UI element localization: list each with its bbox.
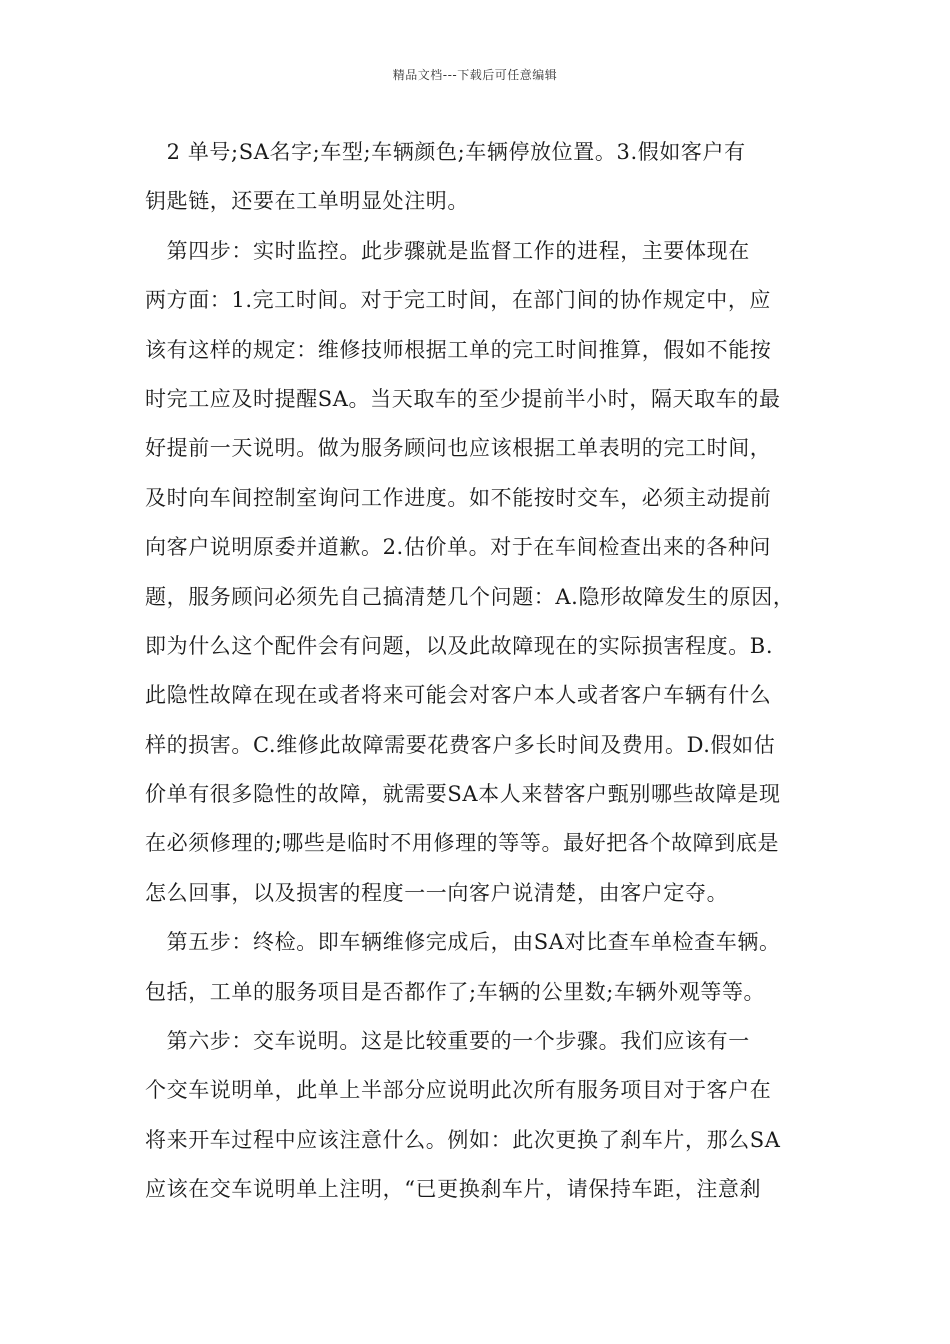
- text-line: 两方面：1.完工时间。对于完工时间，在部门间的协作规定中，应: [145, 288, 772, 312]
- text-line: 样的损害。C.维修此故障需要花费客户多长时间及费用。D.假如估: [145, 733, 776, 757]
- text-line: 时完工应及时提醒SA。当天取车的至少提前半小时，隔天取车的最: [145, 387, 781, 411]
- text-line: 个交车说明单，此单上半部分应说明此次所有服务项目对于客户在: [145, 1078, 772, 1102]
- text-line: 应该在交车说明单上注明，“已更换刹车片，请保持车距，注意刹: [145, 1177, 762, 1201]
- text-line: 第五步：终检。即车辆维修完成后，由SA对比查车单检查车辆。: [145, 930, 781, 954]
- text-line: 在必须修理的;哪些是临时不用修理的等等。最好把各个故障到底是: [145, 831, 780, 855]
- text-line: 此隐性故障在现在或者将来可能会对客户本人或者客户车辆有什么: [145, 683, 772, 707]
- text-line: 2 单号;SA名字;车型;车辆颜色;车辆停放位置。3.假如客户有: [145, 140, 746, 164]
- text-line: 题，服务顾问必须先自己搞清楚几个问题：A.隐形故障发生的原因，: [145, 585, 795, 609]
- text-line: 怎么回事，以及损害的程度一一向客户说清楚，由客户定夺。: [145, 881, 729, 905]
- text-line: 该有这样的规定：维修技师根据工单的完工时间推算，假如不能按: [145, 338, 772, 362]
- text-line: 及时向车间控制室询问工作进度。如不能按时交车，必须主动提前: [145, 486, 772, 510]
- page-header: 精品文档---下载后可任意编辑: [392, 68, 558, 82]
- text-line: 第四步：实时监控。此步骤就是监督工作的进程，主要体现在: [145, 239, 750, 263]
- text-line: 好提前一天说明。做为服务顾问也应该根据工单表明的完工时间，: [145, 436, 772, 460]
- text-line: 将来开车过程中应该注意什么。例如：此次更换了刹车片，那么SA: [145, 1128, 781, 1152]
- text-line: 向客户说明原委并道歉。2.估价单。对于在车间检查出来的各种问: [145, 535, 772, 559]
- text-line: 价单有很多隐性的故障，就需要SA本人来替客户甄别哪些故障是现: [145, 782, 781, 806]
- text-line: 第六步：交车说明。这是比较重要的一个步骤。我们应该有一: [145, 1029, 750, 1053]
- text-line: 钥匙链，还要在工单明显处注明。: [145, 189, 469, 213]
- text-line: 包括，工单的服务项目是否都作了;车辆的公里数;车辆外观等等。: [145, 980, 766, 1004]
- text-line: 即为什么这个配件会有问题，以及此故障现在的实际损害程度。B.: [145, 634, 774, 658]
